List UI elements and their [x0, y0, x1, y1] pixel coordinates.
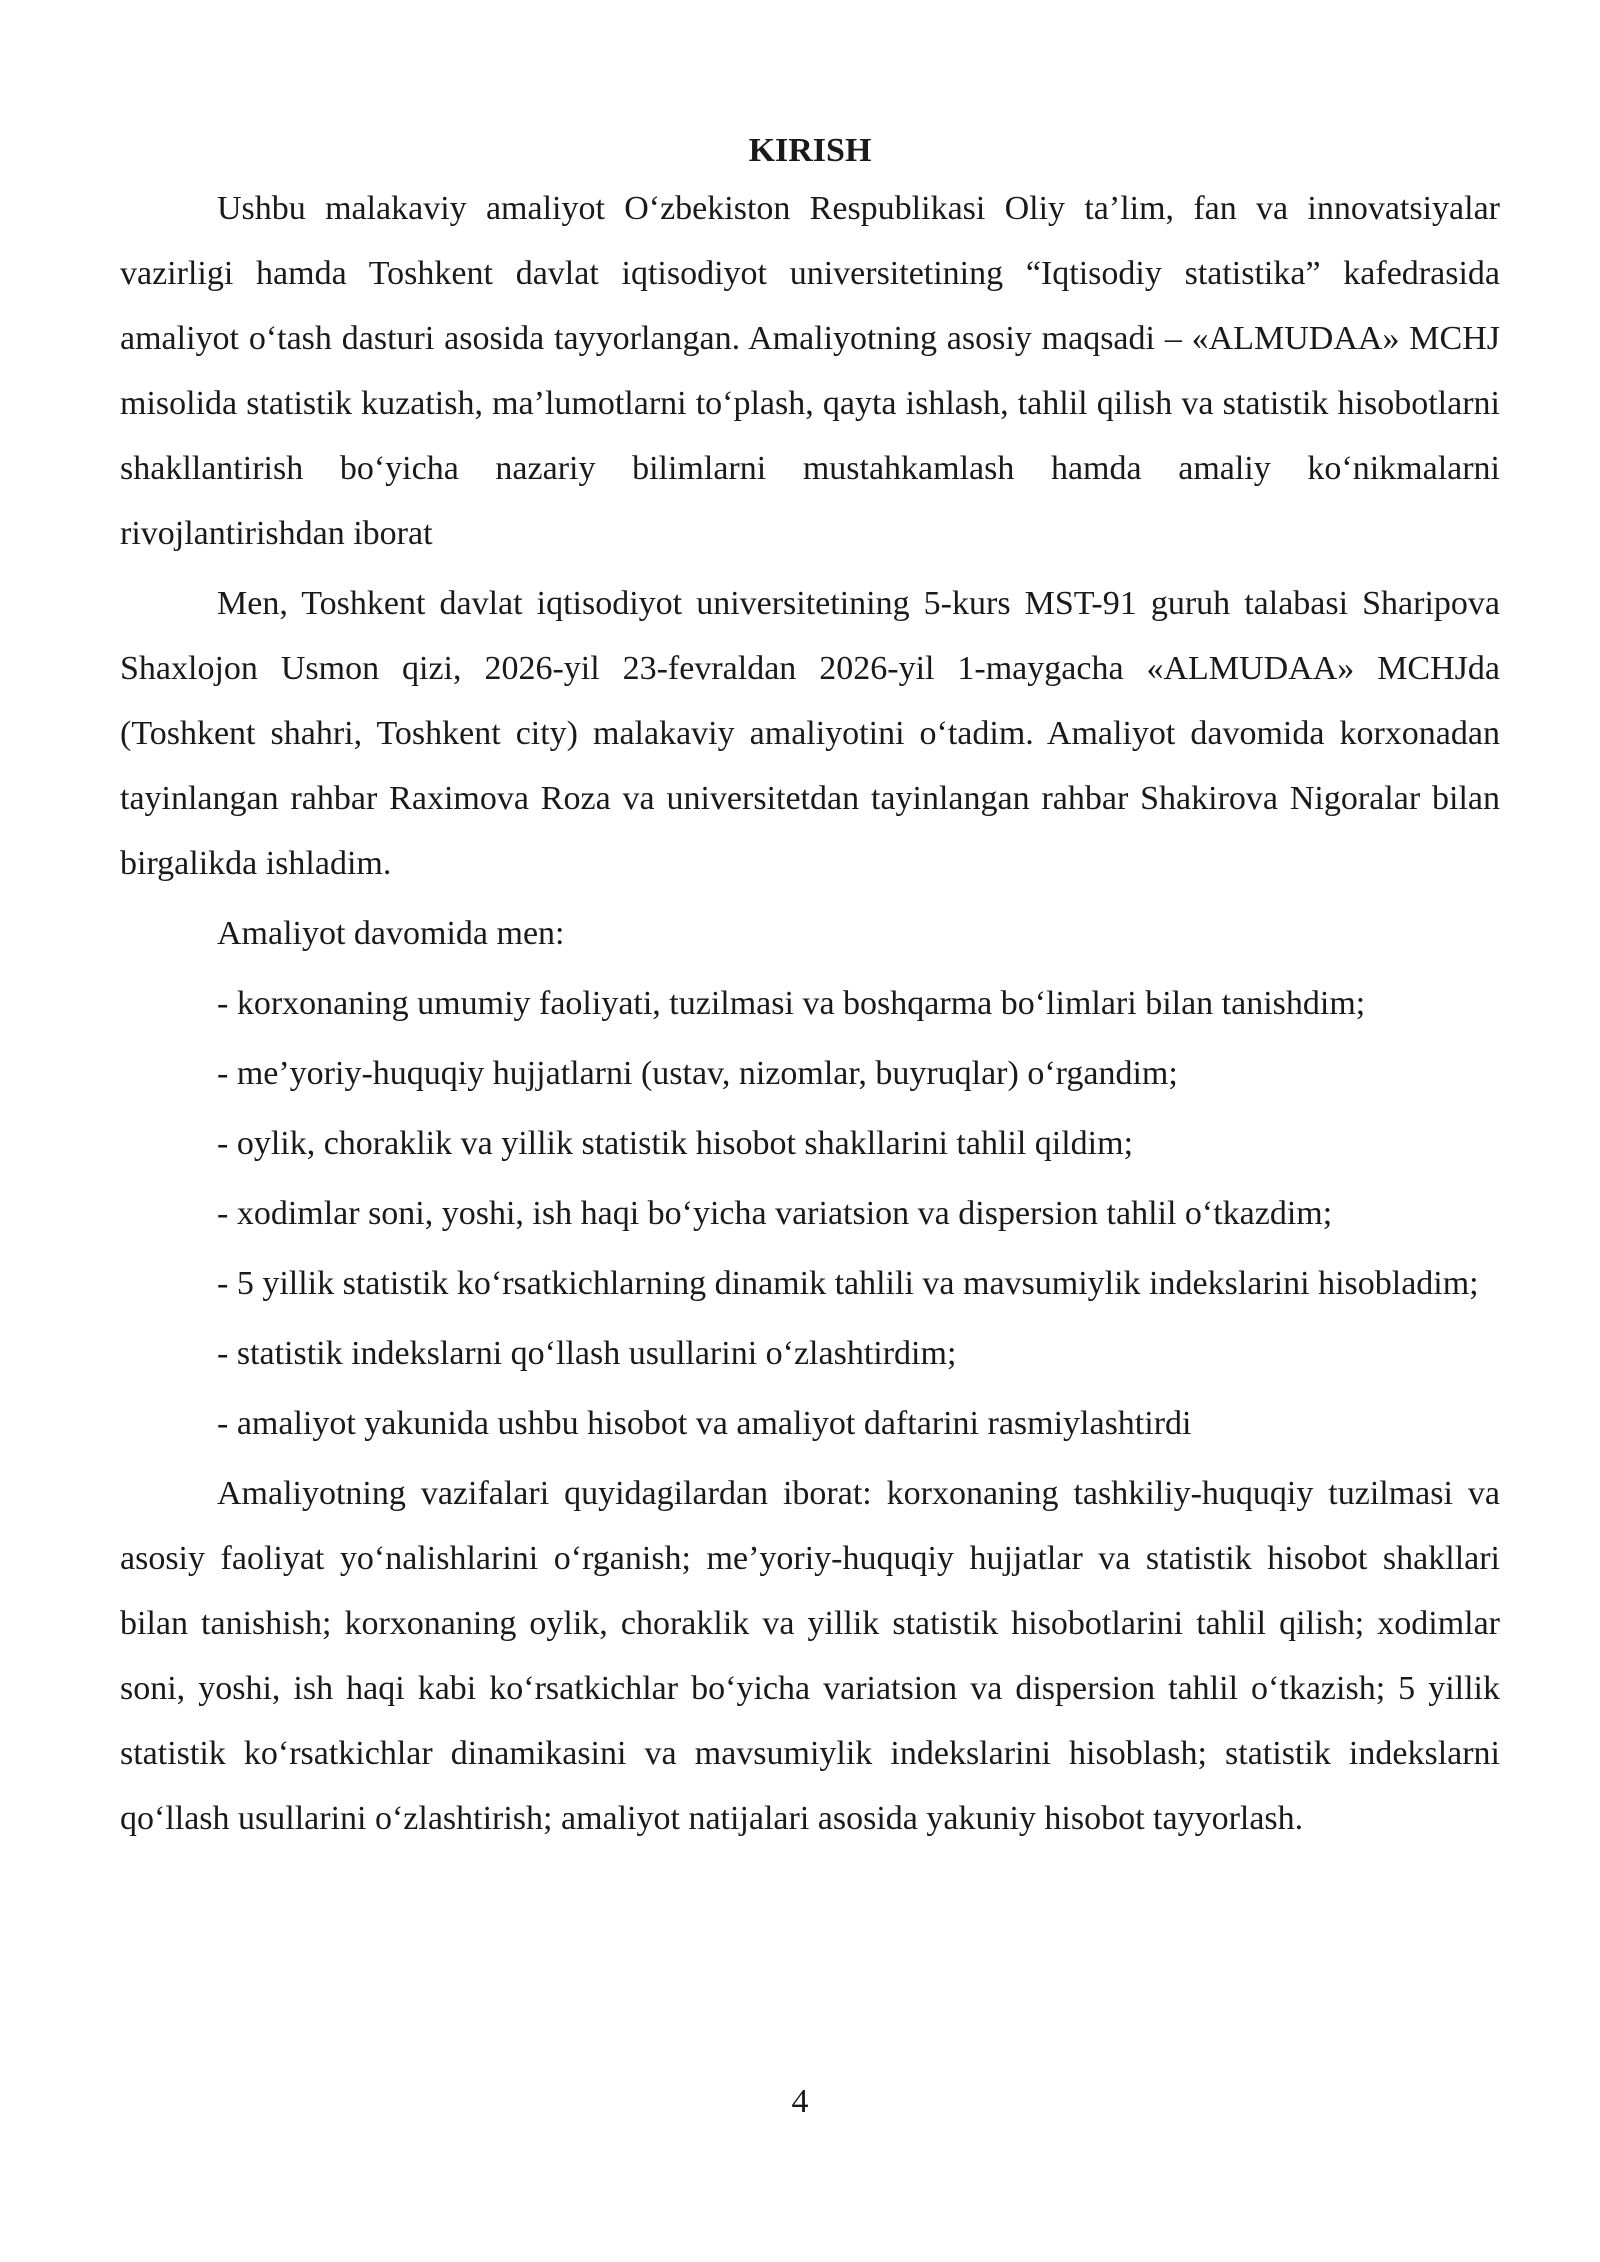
student-paragraph: Men, Toshkent davlat iqtisodiyot universitetining 5-kurs MST-91 guruh talabasi Sharipova Shaxlojon Usmon qizi, 2026-yil 23-fevraldan 2026-yil 1-maygacha «ALMUDAA» MCHJda (Toshkent shahri, Toshkent city) malakaviy amaliyotini o‘tadim. Amaliyot davomida korxonadan tayinlangan rahbar Raximova Roza va universitetdan tayinlangan rahbar Shakirova Nigoralar bilan birgalikda ishladim. [120, 585, 1500, 882]
list-item: - oylik, choraklik va yillik statistik hisobot shakllarini tahlil qildim; [217, 1125, 1134, 1162]
list-item: - statistik indekslarni qo‘llash usullarini o‘zlashtirdim; [217, 1335, 957, 1372]
activities-list [120, 971, 1500, 1456]
list-item: - 5 yillik statistik ko‘rsatkichlarning dinamik tahlili va mavsumiylik indekslarini hisobladim; [217, 1265, 1479, 1302]
list-item: - xodimlar soni, yoshi, ish haqi bo‘yicha variatsion va dispersion tahlil o‘tkazdim; [217, 1195, 1333, 1232]
list-item: - korxonaning umumiy faoliyati, tuzilmasi va boshqarma bo‘limlari bilan tanishdim; [217, 985, 1366, 1022]
section-heading: KIRISH [748, 132, 872, 169]
list-intro: Amaliyot davomida men: [217, 915, 565, 952]
intro-paragraph: Ushbu malakaviy amaliyot O‘zbekiston Respublikasi Oliy ta’lim, fan va innovatsiyalar vazirligi hamda Toshkent davlat iqtisodiyot universitetining “Iqtisodiy statistika” kafedrasida amaliyot o‘tash dasturi asosida tayyorlangan. Amaliyotning asosiy maqsadi – «ALMUDAA» MCHJ misolida statistik kuzatish, ma’lumotlarni to‘plash, qayta ishlash, tahlil qilish va statistik hisobotlarni shakllantirish bo‘yicha nazariy bilimlarni mustahkamlash hamda amaliy ko‘nikmalarni rivojlantirishdan iborat [120, 190, 1500, 552]
list-item: - me’yoriy-huquqiy hujjatlarni (ustav, nizomlar, buyruqlar) o‘rgandim; [217, 1055, 1178, 1092]
tasks-paragraph: Amaliyotning vazifalari quyidagilardan iborat: korxonaning tashkiliy-huquqiy tuzilmasi va asosiy faoliyat yo‘nalishlarini o‘rganish; me’yoriy-huquqiy hujjatlar va statistik hisobot shakllari bilan tanishish; korxonaning oylik, choraklik va yillik statistik hisobotlarini tahlil qilish; xodimlar soni, yoshi, ish haqi kabi ko‘rsatkichlar bo‘yicha variatsion va dispersion tahlil o‘tkazish; 5 yillik statistik ko‘rsatkichlar dinamikasini va mavsumiylik indekslarini hisoblash; statistik indekslarni qo‘llash usullarini o‘zlashtirish; amaliyot natijalari asosida yakuniy hisobot tayyorlash. [120, 1475, 1500, 1837]
list-item: - amaliyot yakunida ushbu hisobot va amaliyot daftarini rasmiylashtirdi [217, 1405, 1192, 1442]
page-number: 4 [791, 2083, 809, 2120]
page-content [120, 128, 1500, 1856]
